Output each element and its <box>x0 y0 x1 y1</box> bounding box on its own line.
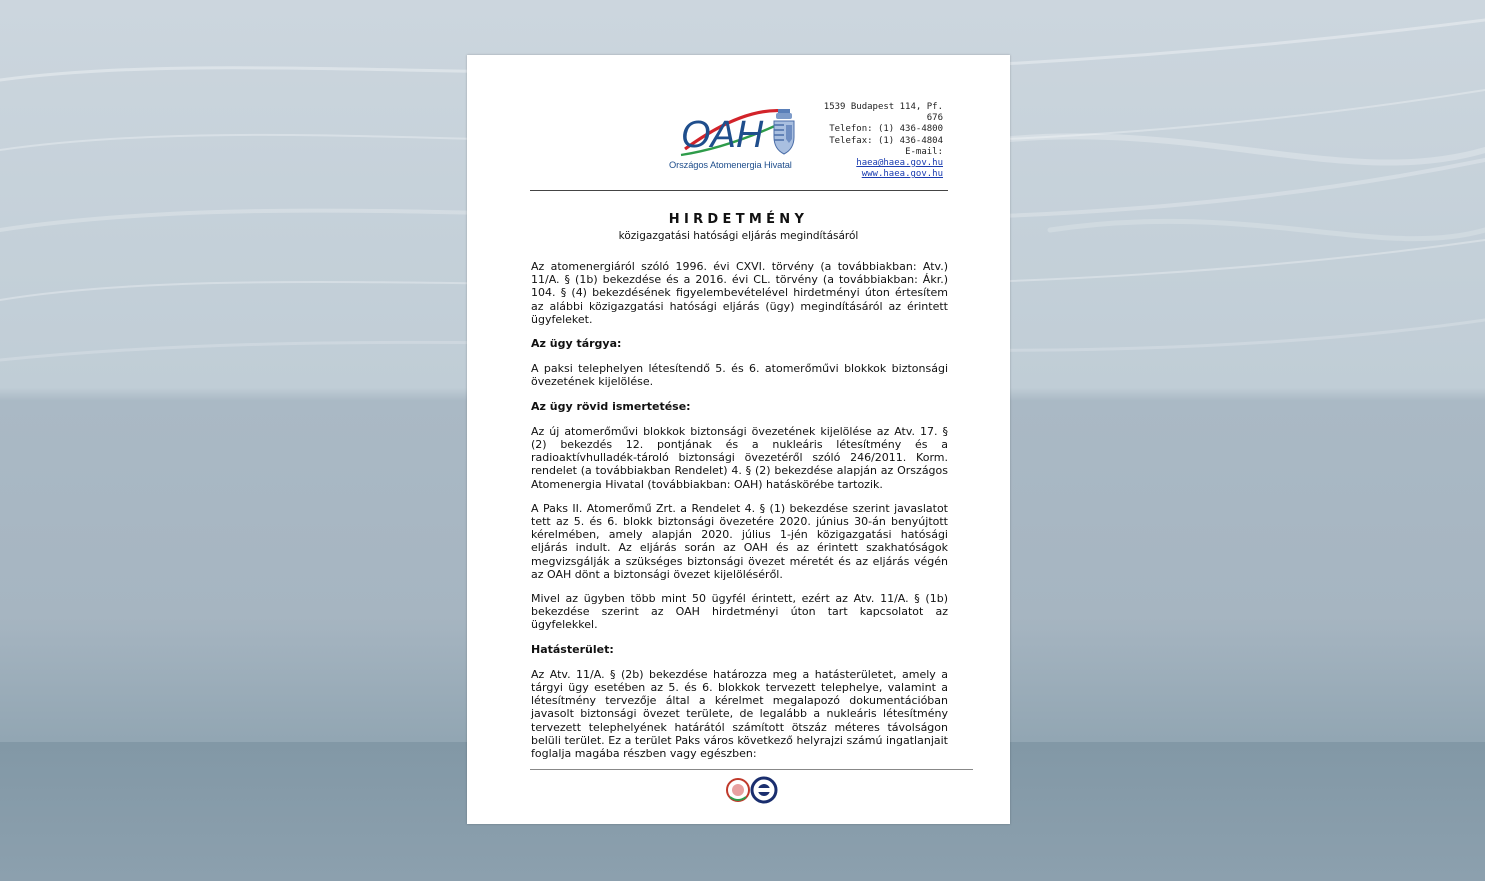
section-heading-summary: Az ügy rövid ismertetése: <box>531 399 691 413</box>
hungarian-coat-of-arms-icon <box>772 109 796 155</box>
website-link[interactable]: www.haea.gov.hu <box>861 169 943 180</box>
address-line: 1539 Budapest 114, Pf. 676 <box>823 102 943 124</box>
summary-paragraph-1: Az új atomerőművi blokkok biztonsági övezetének kijelölése az Atv. 17. § (2) bekezdés 12. pontjának és a nukleáris létesítmény és a radioaktívhulladék-tároló biztonsági övezetéről szóló 246/2011. Korm. rendelet (a továbbiakban Rendelet) 4. § (2) bekezdése alapján az Országos Atomenergia Hivatal (továbbiakban: OAH) hatáskörébe tartozik. <box>531 424 948 491</box>
section-heading-impact-area: Hatásterület: <box>531 642 614 656</box>
document-subtitle: közigazgatási hatósági eljárás megindításáról <box>618 230 859 242</box>
phone-line: Telefon: (1) 436-4800 <box>829 124 943 135</box>
document-page <box>467 55 1010 824</box>
oah-logo-letters: OAH <box>681 114 764 156</box>
oah-logo <box>663 103 823 178</box>
header-divider <box>530 190 948 191</box>
certification-logos <box>725 775 785 815</box>
subject-paragraph: A paksi telephelyen létesítendő 5. és 6. atomerőművi blokkok biztonsági övezetének kijelölése. <box>531 362 948 389</box>
document-title: HIRDETMÉNY <box>668 212 809 227</box>
summary-paragraph-2: A Paks II. Atomerőmű Zrt. a Rendelet 4. § (1) bekezdése szerint javaslatot tett az 5. és 6. blokk biztonsági övezetére 2020. június 30-án benyújtott kérelmében, amely alapján 2020. július 1-jén közigazgatási hatósági eljárás indult. Az eljárás során az OAH és az érintett szakhatóságok megvizsgálják a szükséges biztonsági övezet méretét és az eljárás végén az OAH dönt a biztonsági övezet kijelöléséről. <box>531 501 948 581</box>
summary-paragraph-3: Mivel az ügyben több mint 50 ügyfél érintett, ezért az Atv. 11/A. § (1b) bekezdése szerint az OAH hirdetményi úton tart kapcsolatot az ügyfelekkel. <box>531 592 948 632</box>
section-heading-subject: Az ügy tárgya: <box>531 337 622 351</box>
document-body <box>531 260 948 760</box>
fax-line: Telefax: (1) 436-4804 <box>829 135 943 146</box>
oah-logo-subtitle: Országos Atomenergia Hivatal <box>669 160 792 170</box>
intro-paragraph: Az atomenergiáról szóló 1996. évi CXVI. törvény (a továbbiakban: Atv.) 11/A. § (1b) bekezdése és a 2016. évi CL. törvény (a továbbiakban: Ákr.) 104. § (4) bekezdésének figyelembevételével hirdetményi úton értesítem az alábbi közigazgatási hatósági eljárás (ügy) megindításáról az érintett ügyfeleket. <box>531 260 948 326</box>
impact-area-paragraph: Az Atv. 11/A. § (2b) bekezdése határozza meg a hatásterületet, amely a tárgyi ügy esetében az 5. és 6. blokkok tervezett telephelye, valamint a létesítmény tervezője által a kérelmet megalapozó dokumentációban javasolt biztonsági övezet területe, de legalább a nukleáris létesítmény tervezett telephelyének határától számított ötszáz méteres távolságon belüli terület. Ez a terület Paks város következő helyrajzi számú ingatlanjait foglalja magába részben vagy egészben: <box>531 667 948 761</box>
email-label: E-mail: <box>905 146 943 157</box>
certification-badge-icon <box>725 775 783 805</box>
footer-divider <box>530 769 973 770</box>
contact-info <box>823 102 943 180</box>
email-link[interactable]: haea@haea.gov.hu <box>856 158 943 169</box>
